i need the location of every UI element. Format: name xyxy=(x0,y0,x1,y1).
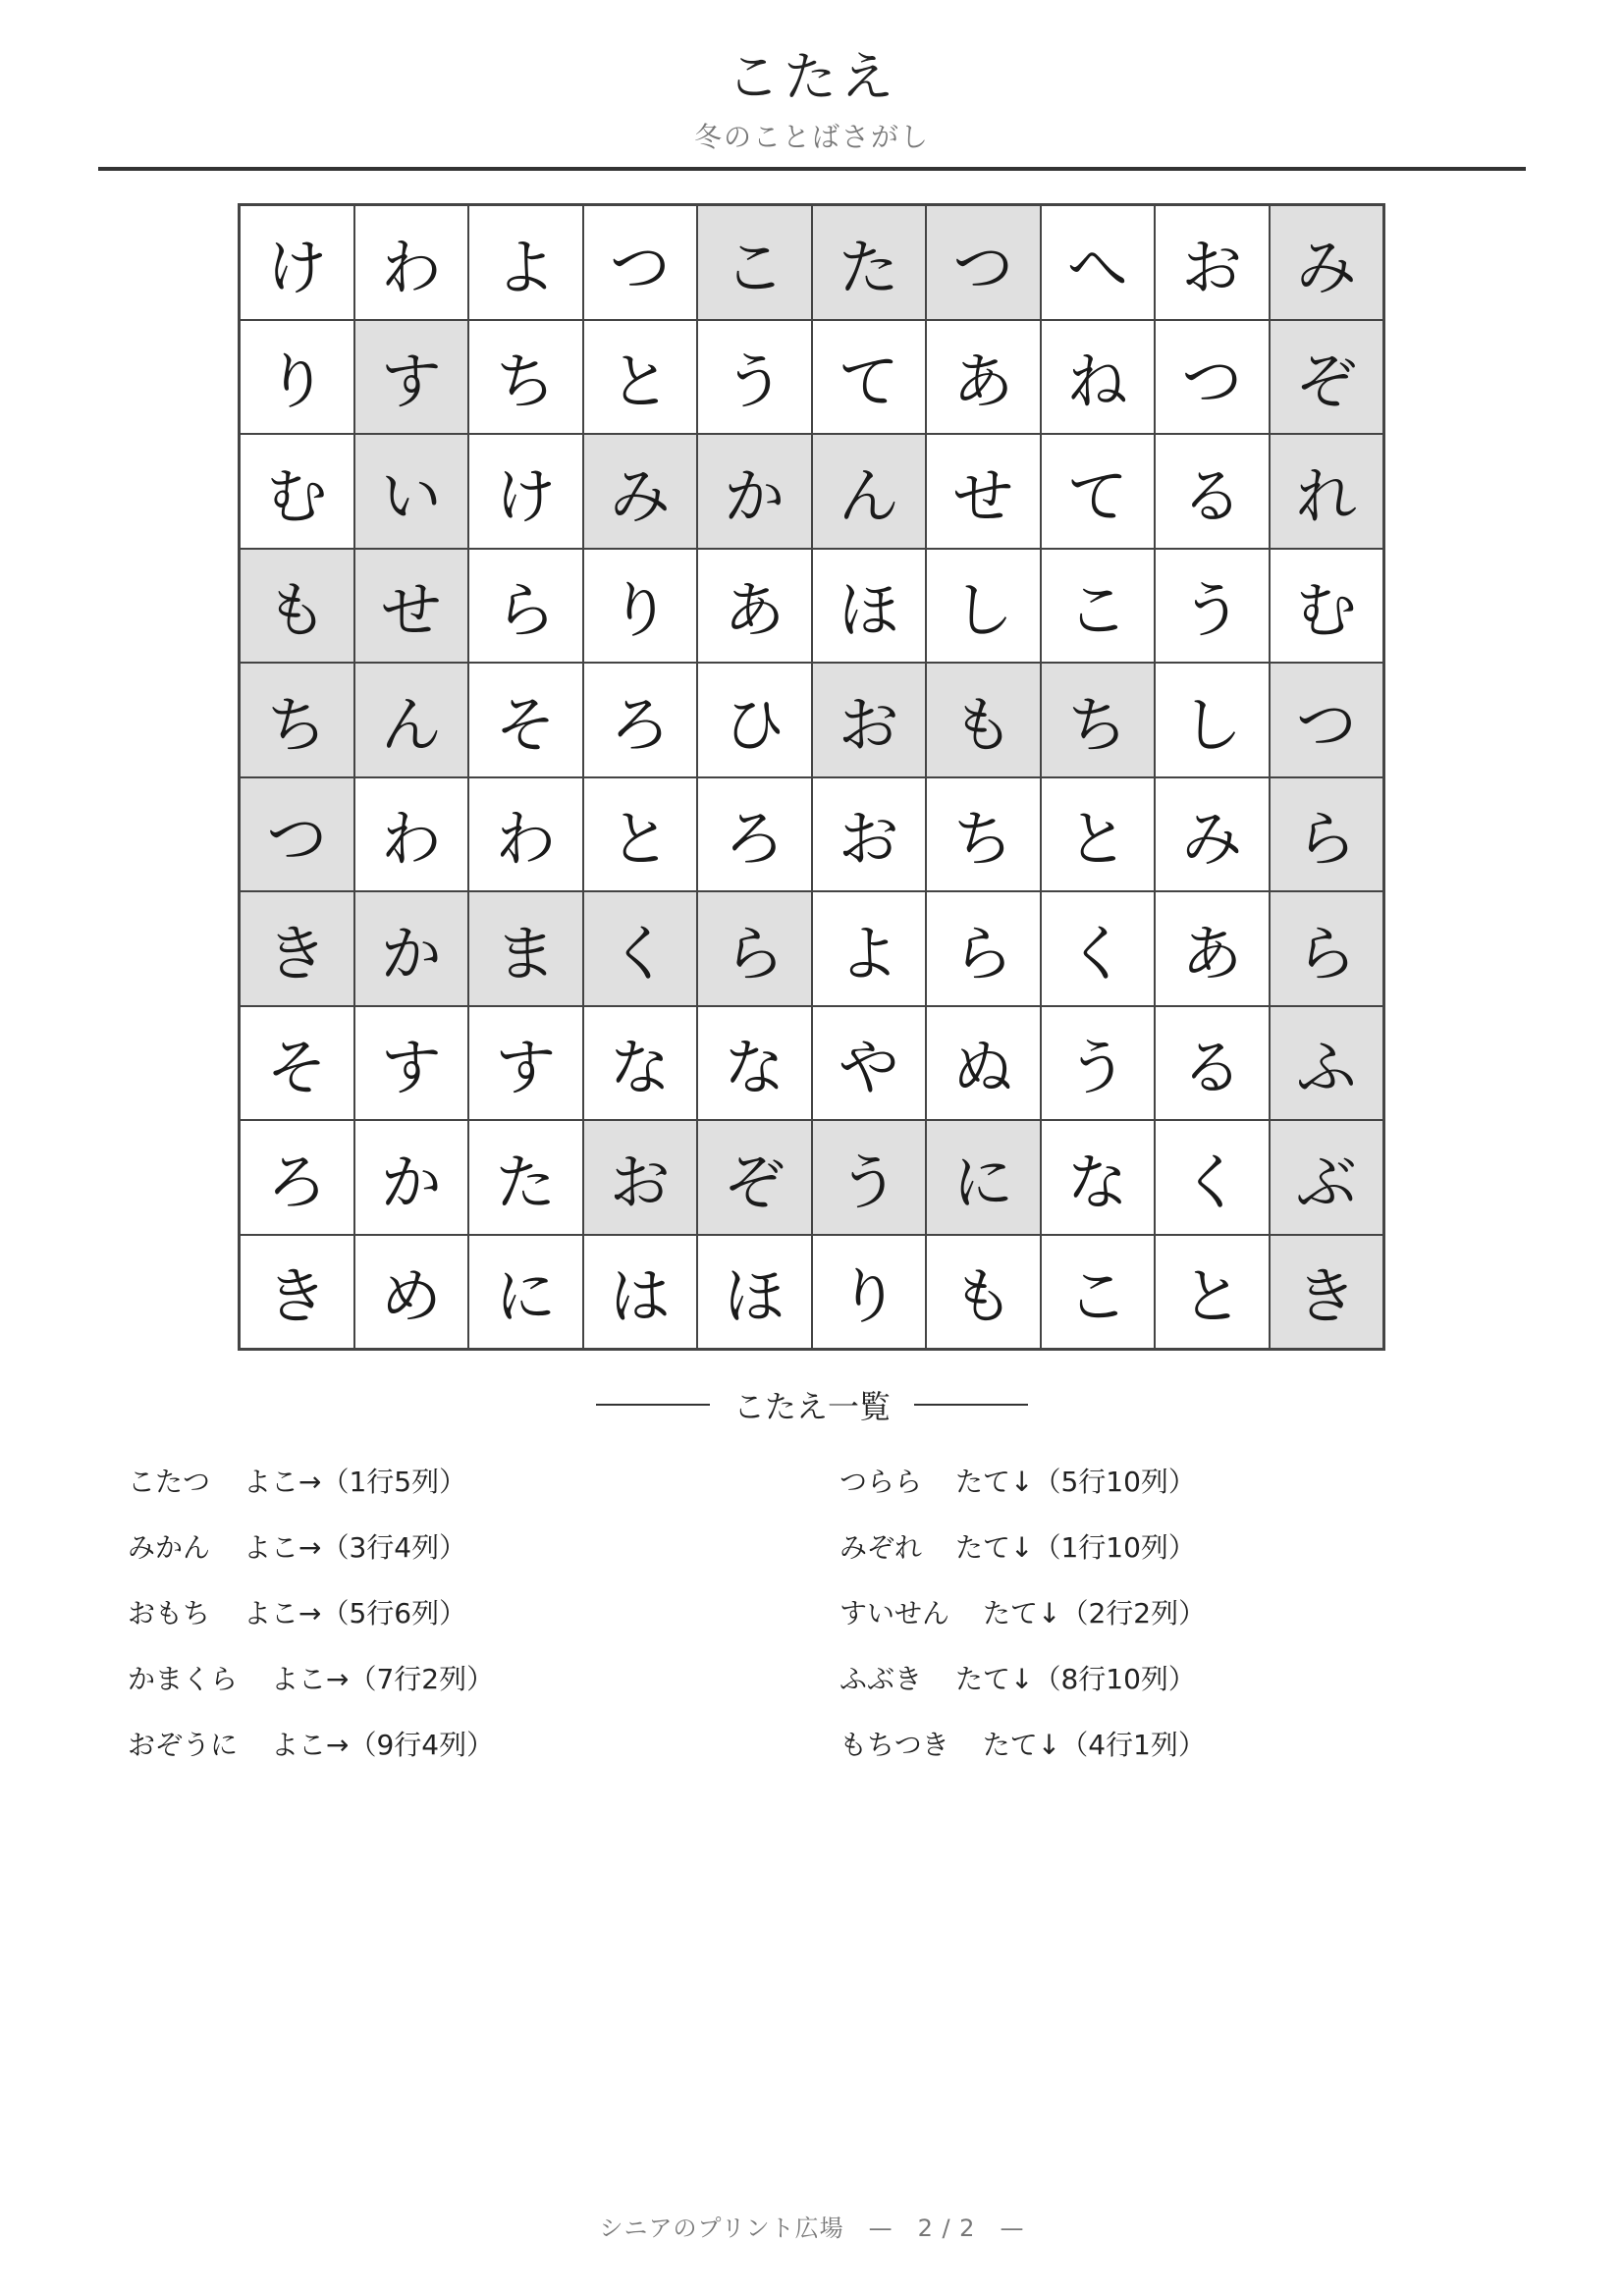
grid-cell: い xyxy=(355,435,468,548)
grid-cell: ら xyxy=(1271,778,1383,891)
grid-cell: そ xyxy=(241,1007,353,1120)
grid-cell: ぶ xyxy=(1271,1121,1383,1234)
grid-cell: な xyxy=(584,1007,697,1120)
answer-item xyxy=(839,1523,1551,1589)
grid-cell: も xyxy=(927,1236,1040,1349)
grid-cell: き xyxy=(241,1236,353,1349)
grid-cell: ら xyxy=(1271,892,1383,1005)
grid-cell: む xyxy=(241,435,353,548)
grid-cell: く xyxy=(1042,892,1155,1005)
grid-cell: ろ xyxy=(698,778,811,891)
grid-cell: よ xyxy=(469,206,582,319)
grid-cell: く xyxy=(584,892,697,1005)
grid-cell: あ xyxy=(1156,892,1269,1005)
answer-position: （9行4列） xyxy=(349,1729,495,1761)
grid-cell: な xyxy=(698,1007,811,1120)
grid-cell: る xyxy=(1156,435,1269,548)
grid-cell: へ xyxy=(1042,206,1155,319)
grid-cell: て xyxy=(813,321,926,434)
grid-cell: つ xyxy=(1156,321,1269,434)
answer-direction: たて↓ xyxy=(955,1531,1034,1564)
grid-cell: り xyxy=(584,550,697,663)
grid-cell: し xyxy=(1156,664,1269,776)
grid-cell: あ xyxy=(698,550,811,663)
answer-direction: たて↓ xyxy=(955,1466,1034,1498)
grid-cell: る xyxy=(1156,1007,1269,1120)
grid-cell: も xyxy=(241,550,353,663)
grid-cell: く xyxy=(1156,1121,1269,1234)
grid-cell: ち xyxy=(241,664,353,776)
grid-cell: ち xyxy=(927,778,1040,891)
grid-cell: わ xyxy=(355,778,468,891)
grid-cell: す xyxy=(355,321,468,434)
answer-direction: よこ→ xyxy=(271,1663,350,1695)
grid-cell: な xyxy=(1042,1121,1155,1234)
grid-cell: ち xyxy=(469,321,582,434)
grid-cell: か xyxy=(698,435,811,548)
grid-cell: ぞ xyxy=(698,1121,811,1234)
grid-cell: か xyxy=(355,1121,468,1234)
header-divider xyxy=(98,167,1526,171)
answer-direction: たて↓ xyxy=(983,1597,1061,1629)
grid-cell: て xyxy=(1042,435,1155,548)
answer-item xyxy=(128,1589,839,1655)
grid-cell: む xyxy=(1271,550,1383,663)
grid-cell: と xyxy=(1156,1236,1269,1349)
grid-cell: ん xyxy=(813,435,926,548)
answer-direction: たて↓ xyxy=(982,1729,1061,1761)
grid-cell: せ xyxy=(355,550,468,663)
grid-cell: き xyxy=(241,892,353,1005)
grid-cell: お xyxy=(1156,206,1269,319)
grid-cell: ら xyxy=(698,892,811,1005)
grid-cell: す xyxy=(469,1007,582,1120)
grid-cell: み xyxy=(584,435,697,548)
word-search-grid xyxy=(238,203,1385,1351)
answer-position: （2行2列） xyxy=(1060,1597,1207,1629)
grid-cell: み xyxy=(1156,778,1269,891)
answer-position: （3行4列） xyxy=(321,1531,467,1564)
grid-cell: ん xyxy=(355,664,468,776)
answer-list xyxy=(128,1458,1551,1787)
grid-cell: こ xyxy=(1042,550,1155,663)
answer-direction: よこ→ xyxy=(244,1597,322,1629)
page-subtitle: 冬のことばさがし xyxy=(693,121,930,153)
grid-cell: ま xyxy=(469,892,582,1005)
grid-cell: け xyxy=(241,206,353,319)
grid-cell: か xyxy=(355,892,468,1005)
answer-word: つらら xyxy=(839,1466,923,1498)
grid-cell: き xyxy=(1271,1236,1383,1349)
answer-position: （4行1列） xyxy=(1060,1729,1206,1761)
grid-cell: み xyxy=(1271,206,1383,319)
grid-cell: つ xyxy=(927,206,1040,319)
answer-word: もちつき xyxy=(839,1729,949,1761)
grid-cell: も xyxy=(927,664,1040,776)
answer-position: （5行10列） xyxy=(1033,1466,1196,1498)
grid-cell: ろ xyxy=(584,664,697,776)
grid-cell: よ xyxy=(813,892,926,1005)
grid-cell: お xyxy=(813,778,926,891)
heading-line-left xyxy=(596,1404,710,1406)
grid-cell: ほ xyxy=(813,550,926,663)
answer-item xyxy=(128,1655,839,1721)
answer-item xyxy=(839,1458,1551,1523)
grid-cell: め xyxy=(355,1236,468,1349)
answer-list-heading xyxy=(0,1382,1624,1427)
grid-cell: ち xyxy=(1042,664,1155,776)
grid-cell: う xyxy=(698,321,811,434)
grid-cell: お xyxy=(813,664,926,776)
grid-cell: う xyxy=(813,1121,926,1234)
answer-word: みぞれ xyxy=(839,1531,923,1564)
grid-cell: あ xyxy=(927,321,1040,434)
answer-position: （7行2列） xyxy=(349,1663,495,1695)
grid-cell: つ xyxy=(1271,664,1383,776)
grid-cell: う xyxy=(1042,1007,1155,1120)
grid-cell: に xyxy=(469,1236,582,1349)
answer-position: （8行10列） xyxy=(1033,1663,1196,1695)
grid-cell: れ xyxy=(1271,435,1383,548)
answer-item xyxy=(839,1589,1551,1655)
grid-cell: ぞ xyxy=(1271,321,1383,434)
grid-cell: け xyxy=(469,435,582,548)
answer-item xyxy=(128,1458,839,1523)
grid-cell: ろ xyxy=(241,1121,353,1234)
grid-cell: わ xyxy=(355,206,468,319)
answer-word: ふぶき xyxy=(839,1663,923,1695)
answer-direction: たて↓ xyxy=(955,1663,1034,1695)
answer-word: おぞうに xyxy=(128,1729,239,1761)
grid-cell: つ xyxy=(241,778,353,891)
answer-word: こたつ xyxy=(128,1466,211,1498)
page-footer: シニアのプリント広場 — 2 / 2 — xyxy=(599,2215,1025,2242)
grid-cell: そ xyxy=(469,664,582,776)
grid-cell: お xyxy=(584,1121,697,1234)
answer-word: すいせん xyxy=(839,1597,950,1629)
grid-cell: ら xyxy=(927,892,1040,1005)
grid-cell: は xyxy=(584,1236,697,1349)
answer-item xyxy=(128,1523,839,1589)
answer-direction: よこ→ xyxy=(271,1729,350,1761)
answer-position: （1行5列） xyxy=(321,1466,467,1498)
answer-word: みかん xyxy=(128,1531,211,1564)
grid-cell: ほ xyxy=(698,1236,811,1349)
grid-cell: と xyxy=(584,321,697,434)
grid-cell: り xyxy=(241,321,353,434)
grid-cell: す xyxy=(355,1007,468,1120)
grid-cell: に xyxy=(927,1121,1040,1234)
answer-direction: よこ→ xyxy=(244,1531,322,1564)
answer-item xyxy=(839,1721,1551,1787)
grid-cell: せ xyxy=(927,435,1040,548)
answer-item xyxy=(128,1721,839,1787)
answer-list-title: こたえ一覧 xyxy=(732,1388,891,1425)
grid-cell: し xyxy=(927,550,1040,663)
grid-cell: ふ xyxy=(1271,1007,1383,1120)
grid-cell: こ xyxy=(698,206,811,319)
answer-position: （5行6列） xyxy=(321,1597,467,1629)
answer-item xyxy=(839,1655,1551,1721)
grid-cell: ね xyxy=(1042,321,1155,434)
grid-cell: り xyxy=(813,1236,926,1349)
grid-cell: わ xyxy=(469,778,582,891)
grid-cell: と xyxy=(584,778,697,891)
grid-cell: た xyxy=(813,206,926,319)
grid-cell: ぬ xyxy=(927,1007,1040,1120)
heading-line-right xyxy=(914,1404,1028,1406)
grid-cell: つ xyxy=(584,206,697,319)
grid-cell: や xyxy=(813,1007,926,1120)
grid-cell: ひ xyxy=(698,664,811,776)
answer-direction: よこ→ xyxy=(244,1466,322,1498)
answer-word: おもち xyxy=(128,1597,211,1629)
grid-cell: ら xyxy=(469,550,582,663)
grid-cell: と xyxy=(1042,778,1155,891)
grid-cell: う xyxy=(1156,550,1269,663)
answer-word: かまくら xyxy=(128,1663,239,1695)
page-title: こたえ xyxy=(727,46,897,108)
grid-cell: た xyxy=(469,1121,582,1234)
answer-position: （1行10列） xyxy=(1033,1531,1196,1564)
grid-cell: こ xyxy=(1042,1236,1155,1349)
